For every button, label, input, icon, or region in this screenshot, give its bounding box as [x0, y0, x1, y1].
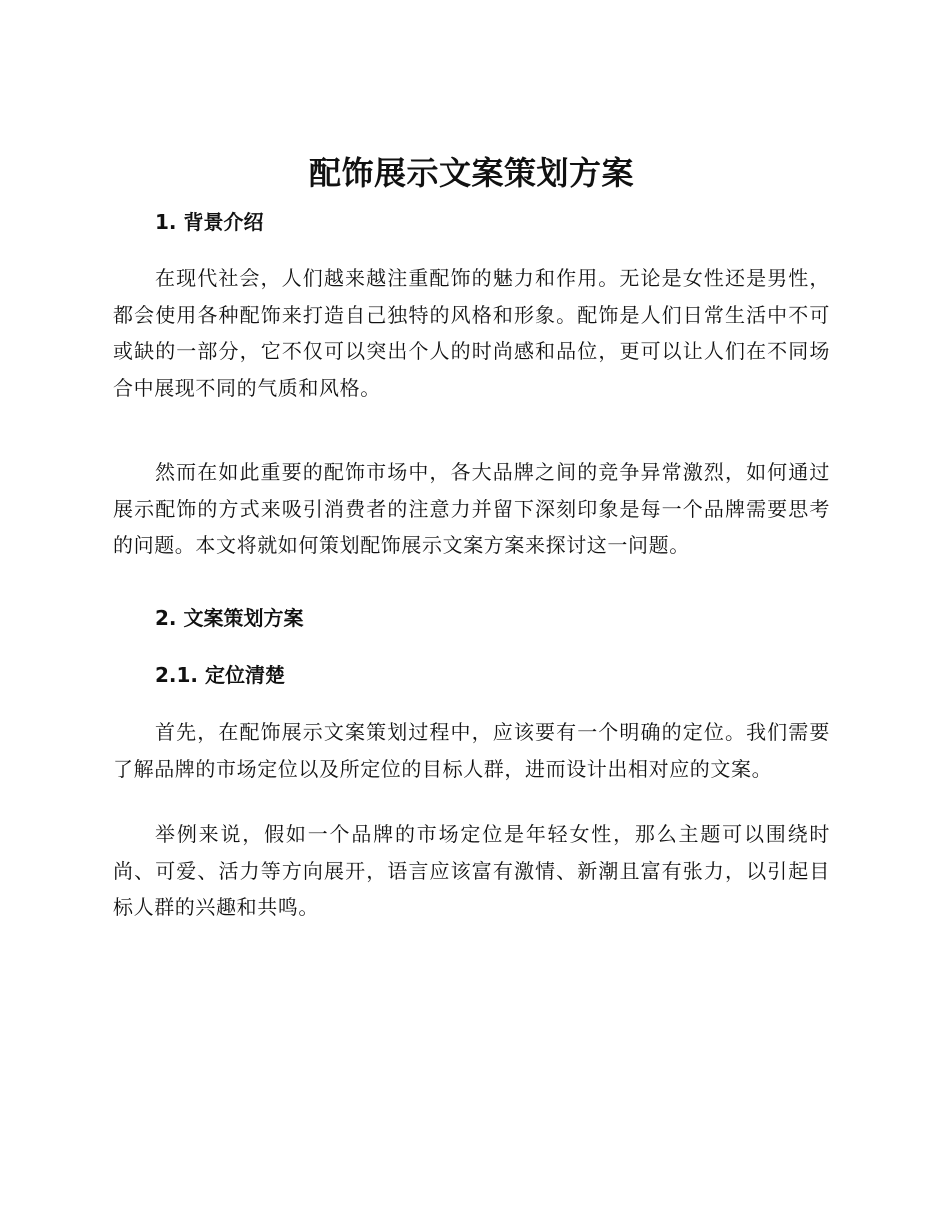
paragraph-background-1: 在现代社会，人们越来越注重配饰的魅力和作用。无论是女性还是男性，都会使用各种配饰来打造自己独特的风格和形象。配饰是人们日常生活中不可或缺的一部分，它不仅可以突出个人的时尚感和品位，更可以让人们在不同场合中展现不同的气质和风格。 — [113, 266, 830, 400]
section-heading-copywriting-plan: 2. 文案策划方案 — [155, 606, 304, 630]
paragraph-background-2: 然而在如此重要的配饰市场中，各大品牌之间的竞争异常激烈，如何通过展示配饰的方式来吸引消费者的注意力并留下深刻印象是每一个品牌需要思考的问题。本文将就如何策划配饰展示文案方案来探讨这一问题。 — [113, 460, 830, 557]
subsection-heading-positioning: 2.1. 定位清楚 — [155, 663, 285, 687]
paragraph-positioning-2: 举例来说，假如一个品牌的市场定位是年轻女性，那么主题可以围绕时尚、可爱、活力等方向展开，语言应该富有激情、新潮且富有张力，以引起目标人群的兴趣和共鸣。 — [113, 822, 830, 919]
paragraph-positioning-1: 首先，在配饰展示文案策划过程中，应该要有一个明确的定位。我们需要了解品牌的市场定位以及所定位的目标人群，进而设计出相对应的文案。 — [113, 720, 830, 781]
section-heading-background: 1. 背景介绍 — [155, 210, 264, 234]
document-title: 配饰展示文案策划方案 — [308, 154, 634, 192]
